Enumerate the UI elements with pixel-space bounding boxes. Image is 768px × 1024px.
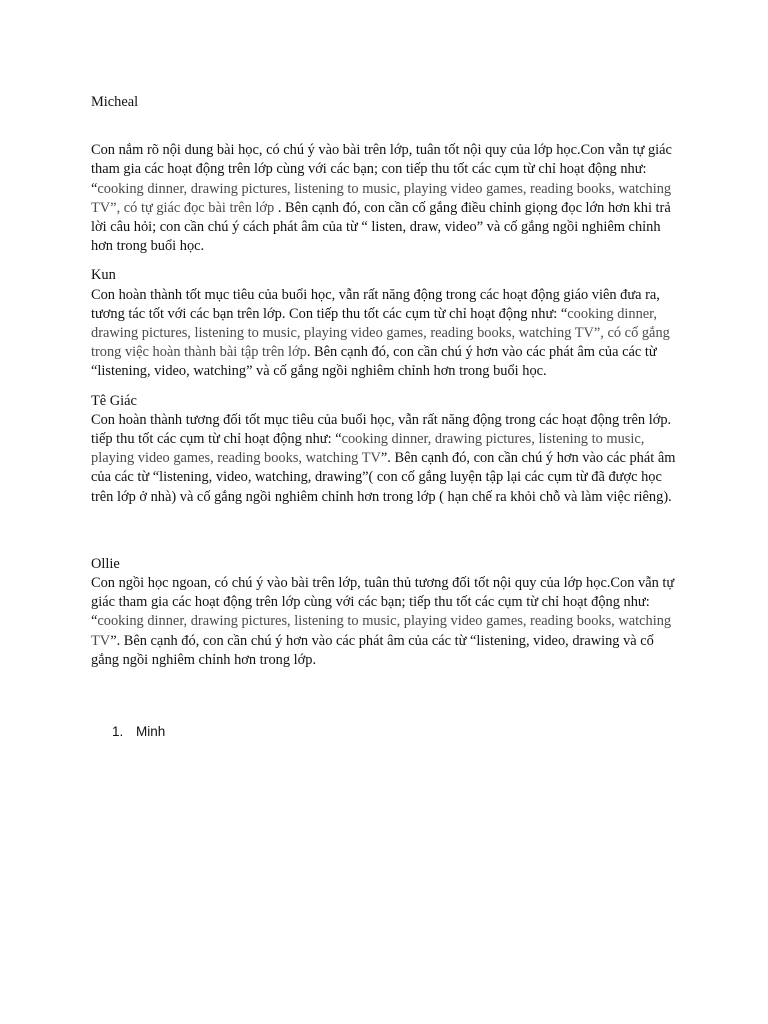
comment-text: ”. Bên cạnh đó, con cần chú ý hơn vào các phát âm của các từ “listening, video, drawing và cố gắng ngồi nghiêm chỉnh hơn trong lớp. [91,632,654,668]
document-page [91,93,679,670]
comment-text: ”. Bên cạnh đó, con cần chú ý hơn vào các phát âm của các từ “listening, video, watching, drawing”( con cố gắng luyện tập lại các cụm từ đã được học trên lớp ở nhà) và cố gắng ngồi nghiêm chỉnh hơn trong lớp ( hạn chế ra khỏi chỗ và làm việc riêng). [91,450,676,505]
student-name-kun: Kun [91,267,116,284]
comment-text: Con nắm rõ nội dung bài học, có chú ý vào bài trên lớp, tuân tốt nội quy của lớp học.Con vẫn tự giác tham gia các hoạt động trên lớp cùng với các bạn; con tiếp thu tốt các cụm từ chỉ hoạt động như: “ [91,142,672,197]
comment-ollie [91,574,679,670]
comment-kun [91,286,679,382]
activity-phrases: cooking dinner, drawing pictures, listening to music, playing video games, reading books, watching TV”, có cố gắng trong việc hoàn thành bài tập trên lớp [91,305,670,361]
student-name-te-giac: Tê Giác [91,392,137,409]
student-name-micheal: Micheal [91,94,139,110]
comment-text: . Bên cạnh đó, con cần cố gắng điều chỉnh giọng đọc lớn hơn khi trả lời câu hỏi; con cần chú ý cách phát âm của từ “ listen, draw, video” và cố gắng ngồi nghiêm chỉnh hơn trong buổi học. [91,199,671,255]
comment-te-giac [91,411,679,507]
comment-text: . Bên cạnh đó, con cần chú ý hơn vào các phát âm của các từ “listening, video, watching” và cố gắng ngồi nghiêm chỉnh hơn trong buổi học. [91,344,657,380]
list-number: 1. [112,724,124,739]
student-name-ollie: Ollie [91,555,120,572]
spacer [91,382,679,392]
comment-text: Con hoàn thành tương đối tốt mục tiêu của buổi học, vẫn rất năng động trong các hoạt động trên lớp. tiếp thu tốt các cụm từ chỉ hoạt động như: “ [91,411,672,448]
numbered-list [112,722,165,741]
comment-micheal [91,141,679,256]
spacer [91,507,679,555]
activity-phrases: cooking dinner, drawing pictures, listening to music, playing video games, reading books, watching TV”, có tự giác đọc bài trên lớp [91,180,672,216]
spacer [91,112,679,141]
list-item-minh: Minh [136,724,166,739]
activity-phrases: cooking dinner, drawing pictures, listening to music, playing video games, reading books, watching TV [91,431,645,467]
spacer [91,256,679,266]
comment-text: Con hoàn thành tốt mục tiêu của buổi học, vẫn rất năng động trong các hoạt động giáo viên đưa ra, tương tác tốt với các bạn trên lớp. Con tiếp thu tốt các cụm từ chỉ hoạt động như: “ [91,286,660,322]
comment-text: Con ngồi học ngoan, có chú ý vào bài trên lớp, tuân thủ tương đối tốt nội quy của lớp học.Con vẫn tự giác tham gia các hoạt động trên lớp cùng với các bạn; tiếp thu tốt các cụm từ chỉ hoạt động như: “ [91,575,675,630]
activity-phrases: cooking dinner, drawing pictures, listening to music, playing video games, reading books, watching TV [91,613,672,649]
